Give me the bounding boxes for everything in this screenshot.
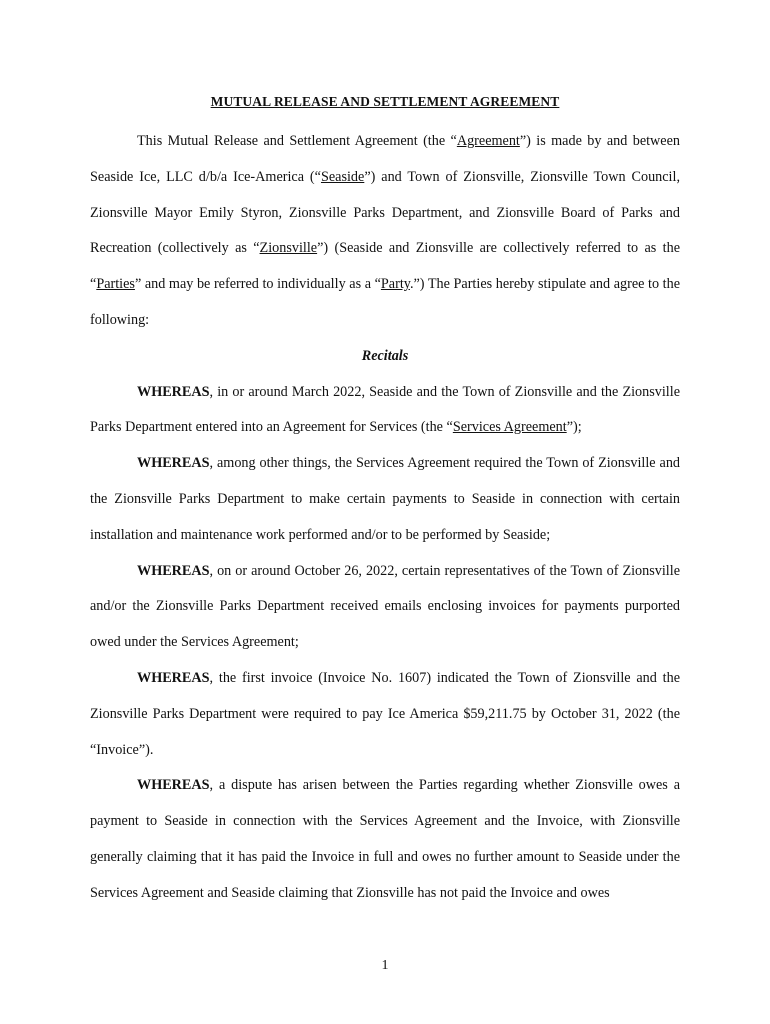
defined-term-zionsville: Zionsville: [259, 240, 318, 257]
recital-paragraph: [90, 375, 680, 447]
recital-text: , the first invoice (Invoice No. 1607) indicated the Town of Zionsville and the Zionsville Parks Department were required to pay Ice America $59,211.75 by October 31, 2022 (the “Invoice”).: [90, 669, 680, 758]
page-number: 1: [381, 958, 389, 973]
document-body: [90, 124, 680, 912]
recital-text: ”);: [566, 419, 582, 436]
intro-text: .”) The Parties hereby stipulate and agree to the following:: [90, 276, 681, 328]
intro-paragraph: [90, 124, 680, 339]
defined-term-party: Party: [380, 276, 410, 293]
intro-text: ”) is made by and between Seaside Ice, LLC d/b/a Ice-America (“: [90, 133, 680, 185]
recital-text: , a dispute has arisen between the Parties regarding whether Zionsville owes a payment to Seaside in connection with the Services Agreement and the Invoice, with Zionsville generally claiming that it has paid the Invoice in full and owes no further amount to Seaside under the Services Agreement and Seaside claiming that Zionsville has not paid the Invoice and owes: [90, 777, 680, 901]
recital-paragraph: [90, 554, 680, 661]
recital-paragraph: [90, 661, 680, 768]
recital-text: , in or around March 2022, Seaside and the Town of Zionsville and the Zionsville Parks Department entered into an Agreement for Services (the “: [90, 383, 680, 436]
defined-term-parties: Parties: [96, 276, 135, 293]
recital-text: , among other things, the Services Agreement required the Town of Zionsville and the Zionsville Parks Department to make certain payments to Seaside in connection with certain installation and maintenance work performed and/or to be performed by Seaside;: [90, 455, 680, 543]
recital-text: , on or around October 26, 2022, certain representatives of the Town of Zionsville and/or the Zionsville Parks Department received emails enclosing invoices for payments purported owed under the Services Agreement;: [90, 562, 680, 651]
intro-text: ”) and Town of Zionsville, Zionsville Town Council, Zionsville Mayor Emily Styron, Zionsville Parks Department, and Zionsville Board of Parks and Recreation (collectively as “: [90, 168, 680, 257]
intro-text: ” and may be referred to individually as a “: [134, 276, 381, 293]
recital-paragraph: [90, 768, 680, 911]
defined-term-agreement: Agreement: [456, 133, 520, 149]
recital-keyword: WHEREAS: [137, 669, 210, 686]
document-title: MUTUAL RELEASE AND SETTLEMENT AGREEMENT: [210, 94, 560, 109]
recital-paragraph: [90, 446, 680, 553]
defined-term-seaside: Seaside: [320, 168, 365, 185]
defined-term-services-agreement: Services Agreement: [452, 419, 567, 436]
intro-text: ”) (Seaside and Zionsville are collectively referred to as the “: [90, 240, 680, 293]
recital-keyword: WHEREAS: [137, 562, 210, 579]
recital-keyword: WHEREAS: [137, 777, 210, 794]
intro-text: This Mutual Release and Settlement Agreement (the “: [137, 133, 457, 149]
recitals-heading: Recitals: [361, 347, 409, 364]
recital-keyword: WHEREAS: [137, 383, 210, 400]
recital-keyword: WHEREAS: [137, 455, 210, 472]
